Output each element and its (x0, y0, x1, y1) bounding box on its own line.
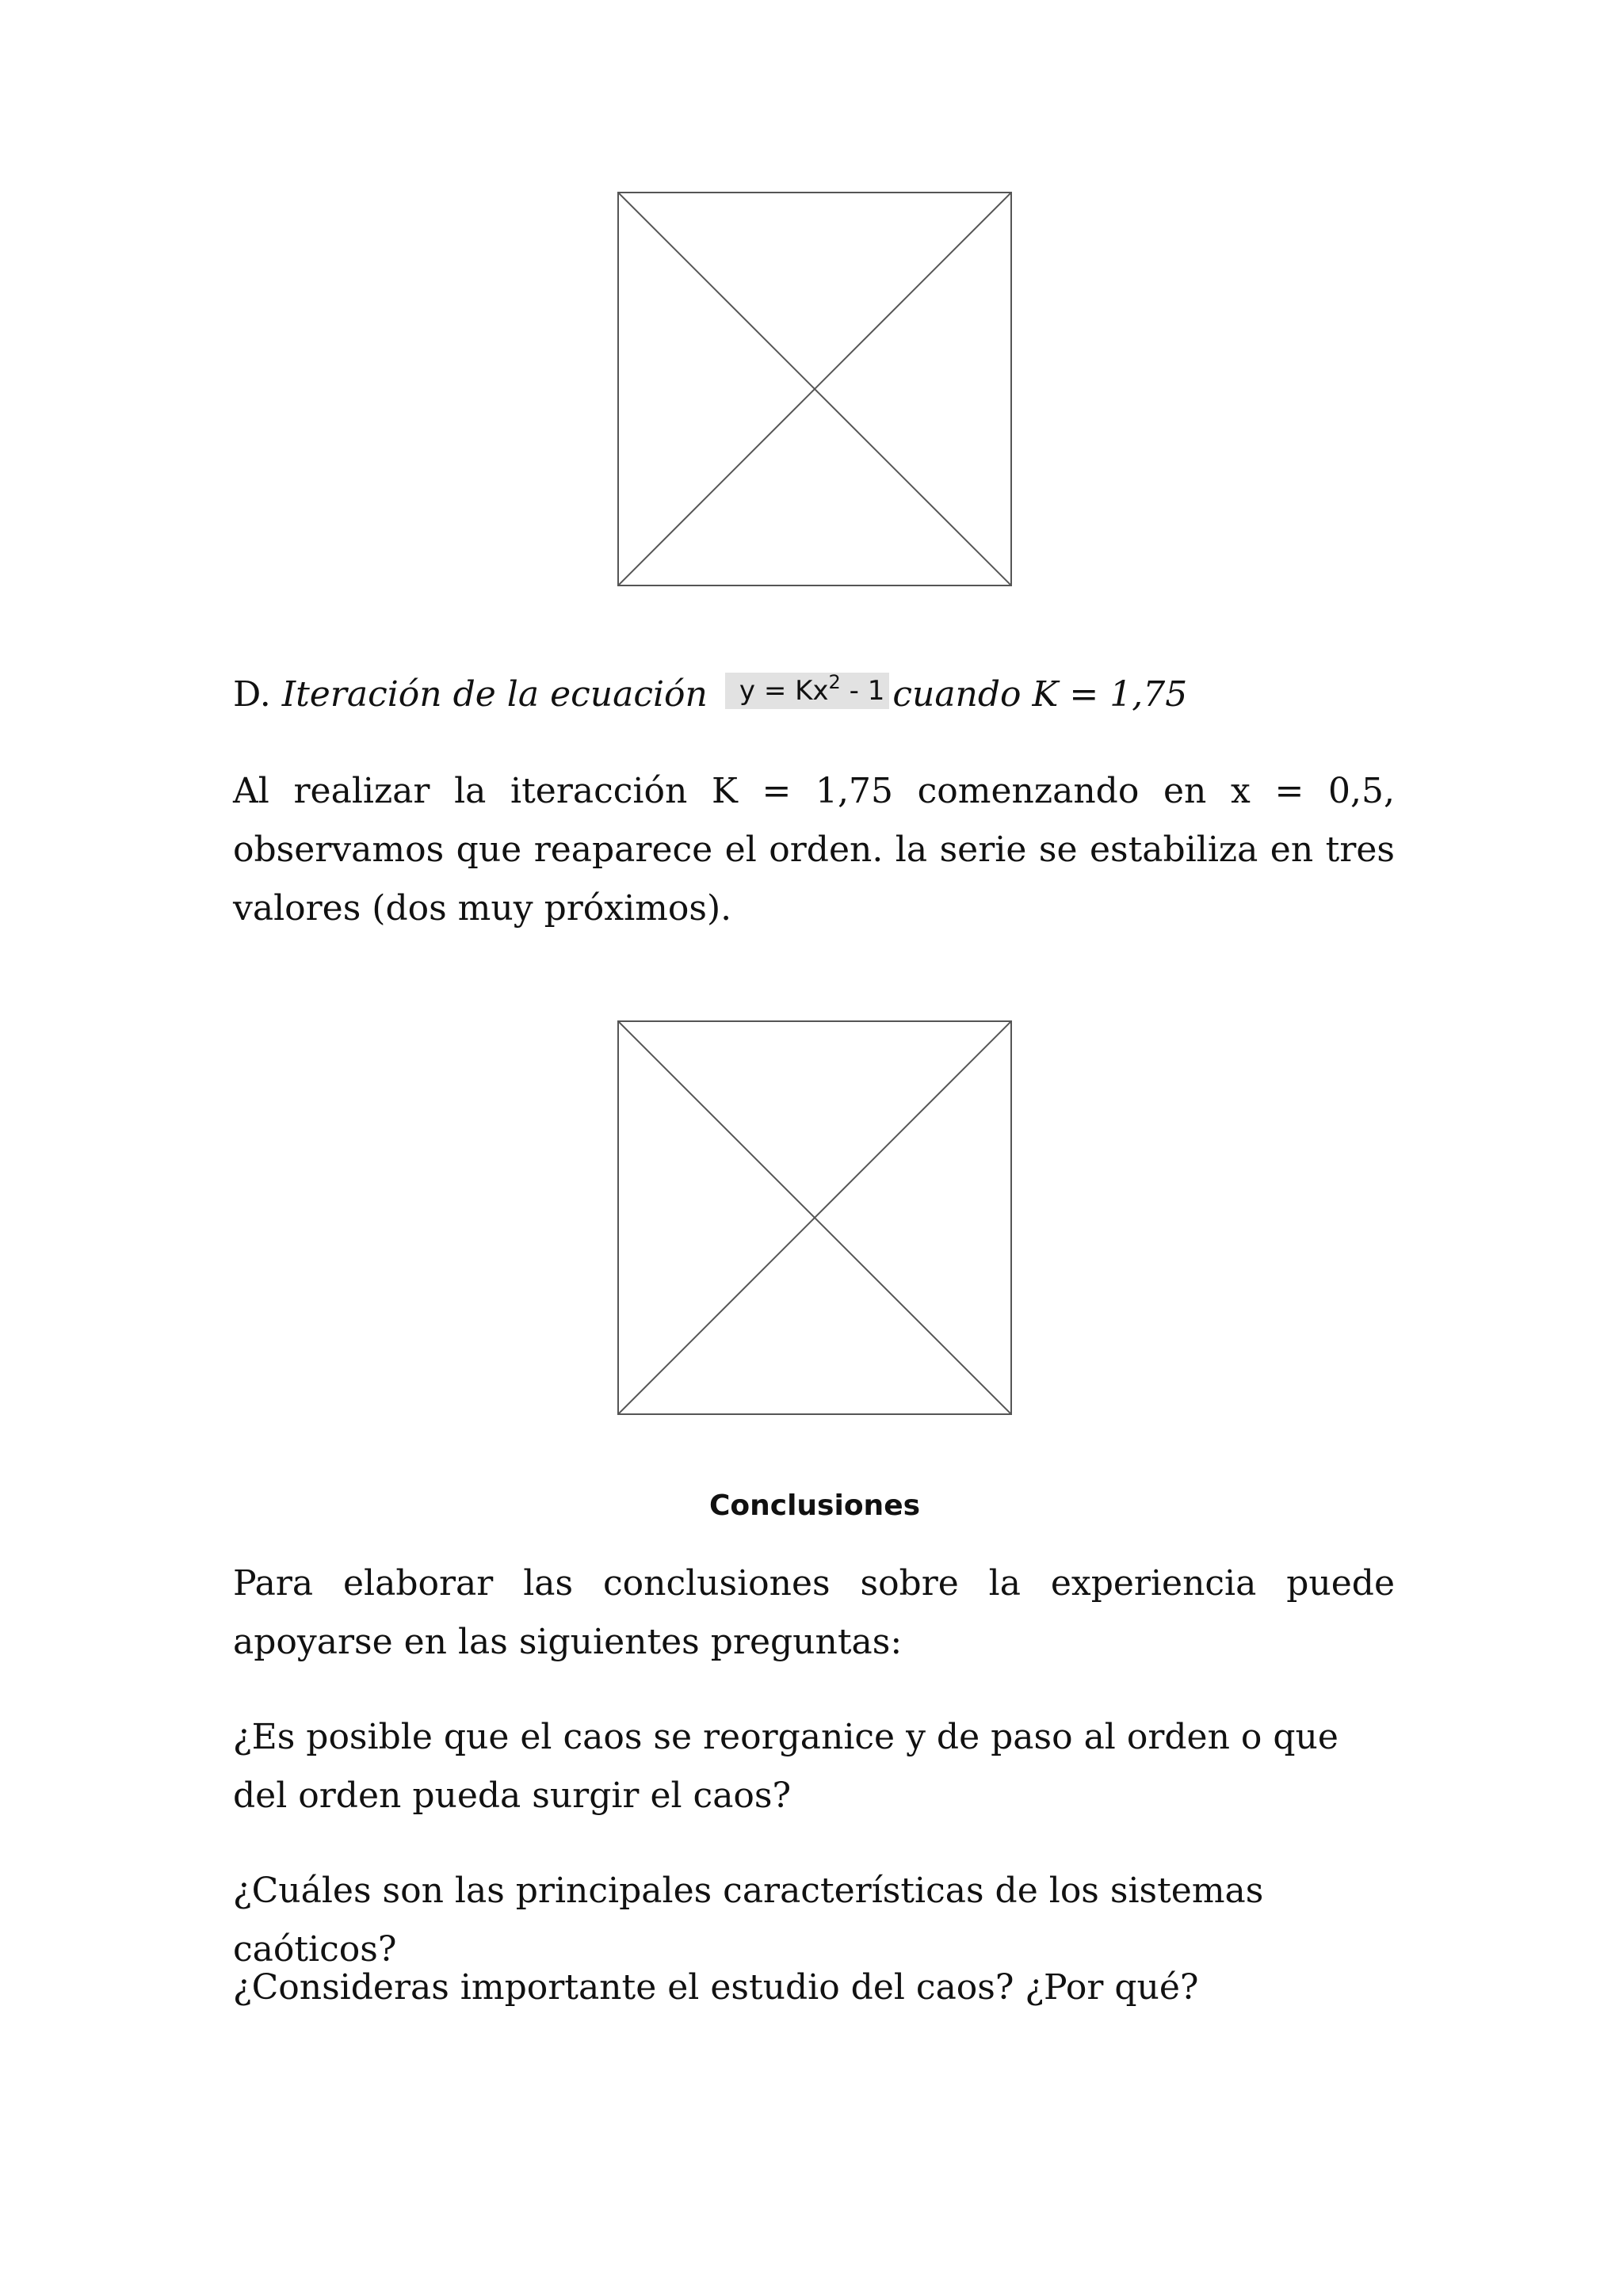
broken-image-placeholder-icon (619, 193, 1010, 585)
equation-exponent: 2 (828, 671, 841, 693)
equation-rhs: - 1 (840, 675, 885, 707)
question-3: ¿Consideras importante el estudio del caos? ¿Por qué? (233, 1967, 1199, 2008)
heading-prefix: D. (233, 674, 271, 715)
question-2: ¿Cuáles son las principales características de los sistemas caóticos? (233, 1871, 1264, 1970)
heading-suffix: cuando K = 1,75 (892, 674, 1188, 715)
conclusions-title: Conclusiones (708, 1489, 921, 1522)
image-placeholder-2 (617, 1020, 1012, 1415)
section-heading-d (233, 666, 1395, 724)
conclusions-intro: Para elaborar las conclusiones sobre la experiencia puede apoyarse en las siguientes preguntas: (233, 1563, 1395, 1662)
heading-italic-text: Iteración de la ecuación (281, 674, 708, 715)
paragraph-iteration: Al realizar la iteracción K = 1,75 comenzando en x = 0,5, observamos que reaparece el orden. la serie se estabiliza en tres valores (dos muy próximos). (233, 771, 1395, 929)
image-placeholder-1 (617, 192, 1012, 586)
equation-lhs: y = Kx (739, 675, 829, 707)
equation-image (725, 673, 889, 709)
question-1: ¿Es posible que el caos se reorganice y de paso al orden o que del orden pueda surgir el caos? (233, 1717, 1338, 1816)
broken-image-placeholder-icon (619, 1022, 1010, 1413)
